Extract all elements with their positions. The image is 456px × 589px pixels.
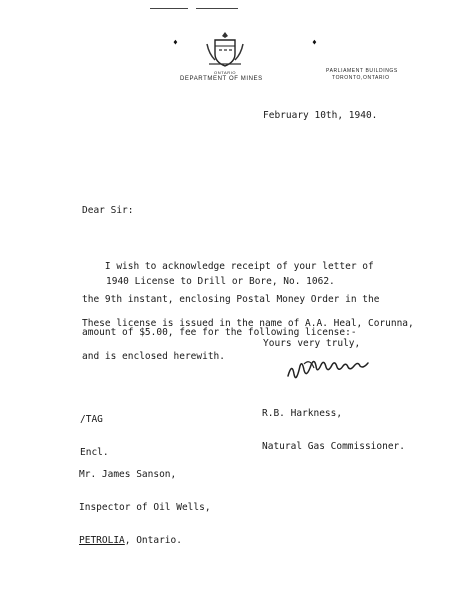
- paragraph-line: amount of $5.00, fee for the following license:-: [82, 327, 357, 338]
- salutation: Dear Sir:: [82, 205, 134, 216]
- addressee-block: [79, 447, 211, 557]
- address-line-2: TORONTO,ONTARIO: [332, 75, 390, 81]
- signer-block: [262, 386, 405, 463]
- addressee-province: , Ontario.: [124, 535, 182, 546]
- paragraph-line: and is enclosed herewith.: [82, 351, 225, 362]
- addressee-location: [79, 535, 211, 546]
- license-line: 1940 License to Drill or Bore, No. 1062.: [106, 276, 335, 287]
- paragraph-line: the 9th instant, enclosing Postal Money Order in the: [82, 294, 380, 305]
- signer-name: R.B. Harkness,: [262, 408, 343, 419]
- paragraph-line: I wish to acknowledge receipt of your letter of: [82, 261, 374, 272]
- address-line-1: PARLIAMENT BUILDINGS: [326, 68, 398, 74]
- closing: Yours very truly,: [263, 338, 361, 349]
- top-rule-right: [196, 8, 238, 9]
- signer-title: Natural Gas Commissioner.: [262, 441, 405, 452]
- reference-initials: /TAG: [80, 414, 103, 425]
- addressee-city: PETROLIA: [79, 535, 125, 546]
- ornament-left-icon: ♦: [173, 38, 178, 47]
- addressee-title: Inspector of Oil Wells,: [79, 502, 211, 513]
- enclosure-note: Encl.: [80, 447, 109, 458]
- paragraph-line: These license is issued in the name of A.A. Heal, Corunna,: [82, 318, 414, 329]
- ornament-right-icon: ♦: [312, 38, 317, 47]
- ontario-crest-icon: [203, 30, 247, 70]
- department-name: DEPARTMENT OF MINES: [180, 76, 263, 82]
- addressee-name: Mr. James Sanson,: [79, 469, 177, 480]
- handwritten-signature: [284, 356, 394, 382]
- top-rule-left: [150, 8, 188, 9]
- letter-date: February 10th, 1940.: [263, 110, 378, 121]
- crest-label: ONTARIO: [214, 70, 237, 75]
